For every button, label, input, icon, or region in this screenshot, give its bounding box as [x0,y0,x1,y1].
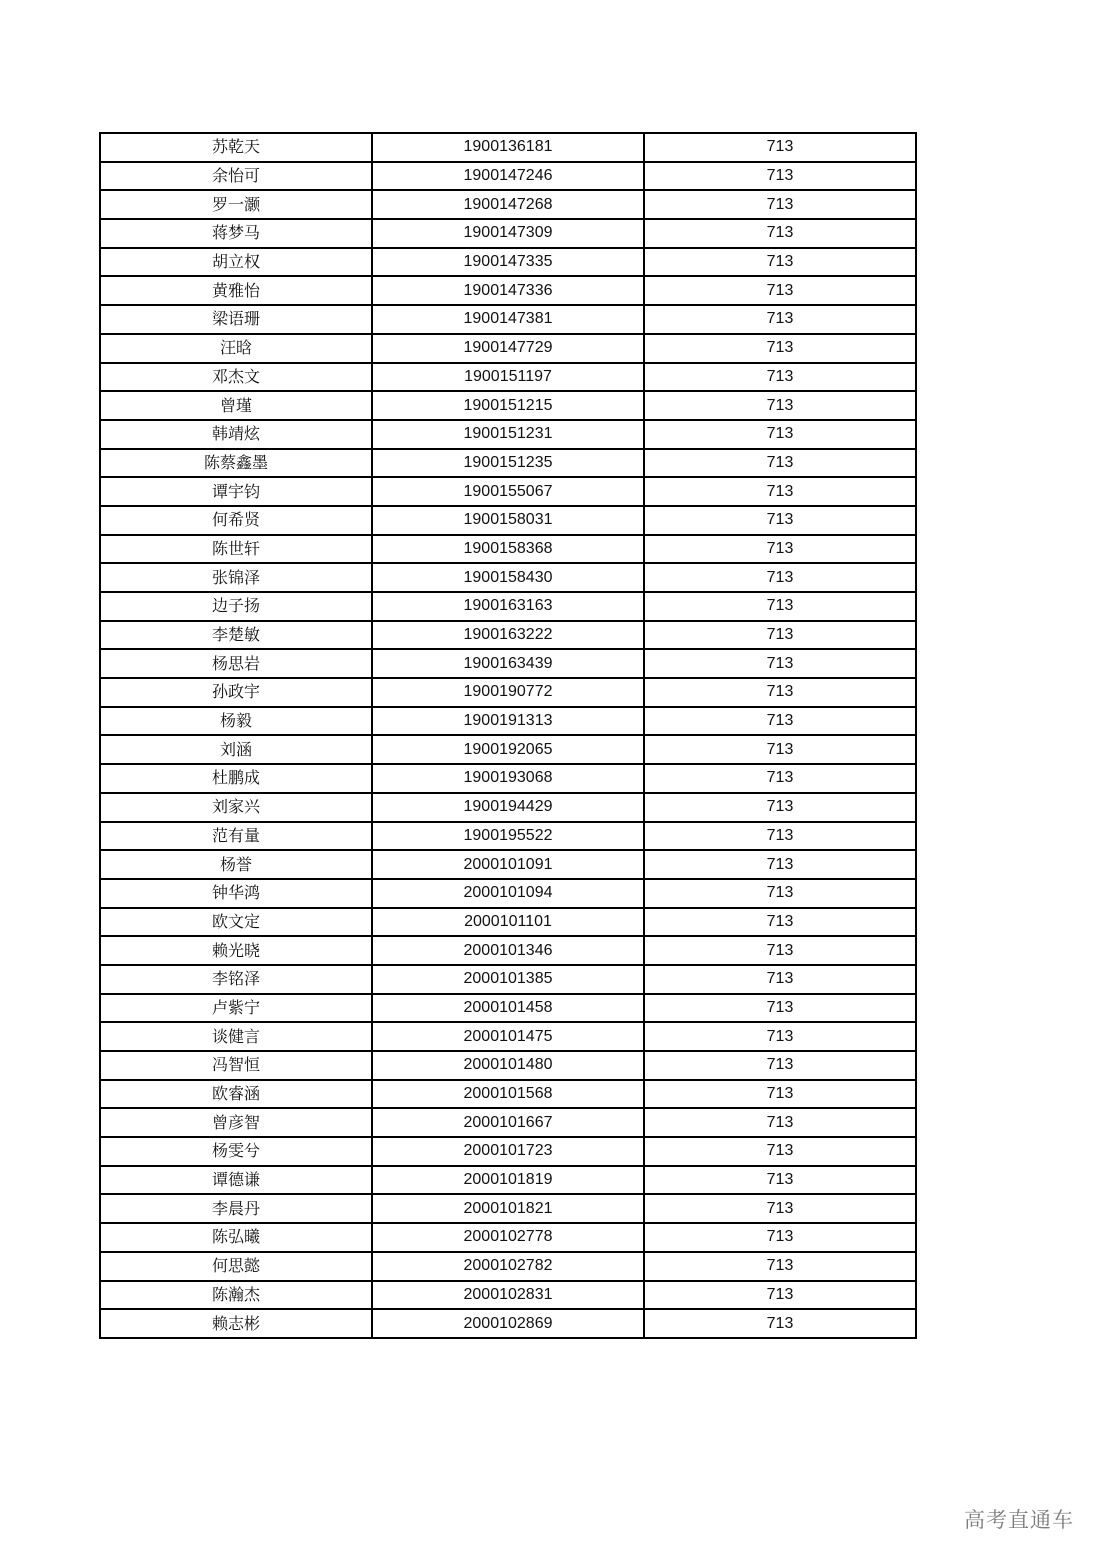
table-row [100,133,916,162]
exam-number-cell: 2000101385 [372,965,644,994]
table-row [100,1223,916,1252]
student-name-cell: 陈弘曦 [100,1223,372,1252]
student-name-cell: 梁语珊 [100,305,372,334]
score-cell: 713 [644,420,916,449]
score-cell: 713 [644,133,916,162]
student-name-cell: 何思懿 [100,1252,372,1281]
exam-number-cell: 1900193068 [372,764,644,793]
score-cell: 713 [644,305,916,334]
student-name-cell: 谭宇钧 [100,477,372,506]
exam-number-cell: 2000102831 [372,1281,644,1310]
table-row [100,994,916,1023]
score-cell: 713 [644,190,916,219]
score-cell: 713 [644,1108,916,1137]
table-row [100,850,916,879]
score-cell: 713 [644,707,916,736]
table-row [100,908,916,937]
student-name-cell: 谈健言 [100,1022,372,1051]
table-row [100,649,916,678]
student-name-cell: 张锦泽 [100,563,372,592]
student-name-cell: 杨思岩 [100,649,372,678]
exam-number-cell: 1900136181 [372,133,644,162]
student-name-cell: 陈蔡鑫墨 [100,449,372,478]
student-name-cell: 曾彦智 [100,1108,372,1137]
score-cell: 713 [644,994,916,1023]
exam-number-cell: 1900190772 [372,678,644,707]
student-name-cell: 卢紫宁 [100,994,372,1023]
exam-number-cell: 2000101667 [372,1108,644,1137]
student-name-cell: 刘家兴 [100,793,372,822]
table-row [100,879,916,908]
score-cell: 713 [644,1137,916,1166]
score-cell: 713 [644,1080,916,1109]
student-name-cell: 杨誉 [100,850,372,879]
exam-number-cell: 1900158368 [372,535,644,564]
exam-number-cell: 1900192065 [372,735,644,764]
table-row [100,1309,916,1338]
watermark-text: 高考直通车 [964,1508,1074,1532]
exam-number-cell: 2000101346 [372,936,644,965]
student-name-cell: 赖光晓 [100,936,372,965]
exam-number-cell: 2000101094 [372,879,644,908]
exam-number-cell: 2000101480 [372,1051,644,1080]
exam-number-cell: 1900147268 [372,190,644,219]
table-row [100,334,916,363]
student-name-cell: 陈世轩 [100,535,372,564]
score-cell: 713 [644,334,916,363]
exam-number-cell: 2000101475 [372,1022,644,1051]
score-cell: 713 [644,248,916,277]
score-cell: 713 [644,1022,916,1051]
exam-number-cell: 1900163163 [372,592,644,621]
exam-number-cell: 1900147335 [372,248,644,277]
exam-number-cell: 1900158031 [372,506,644,535]
table-row [100,1137,916,1166]
exam-number-cell: 1900147309 [372,219,644,248]
exam-number-cell: 1900147246 [372,162,644,191]
score-cell: 713 [644,363,916,392]
student-name-cell: 罗一灏 [100,190,372,219]
table-row [100,678,916,707]
exam-number-cell: 1900191313 [372,707,644,736]
exam-number-cell: 1900147729 [372,334,644,363]
exam-number-cell: 2000102869 [372,1309,644,1338]
table-row [100,822,916,851]
exam-number-cell: 1900194429 [372,793,644,822]
table-row [100,1281,916,1310]
student-name-cell: 汪晗 [100,334,372,363]
table-row [100,305,916,334]
exam-number-cell: 2000101101 [372,908,644,937]
table-row [100,936,916,965]
exam-number-cell: 2000102778 [372,1223,644,1252]
student-name-cell: 胡立权 [100,248,372,277]
score-cell: 713 [644,219,916,248]
student-name-cell: 余怡可 [100,162,372,191]
table-row [100,563,916,592]
exam-number-cell: 1900155067 [372,477,644,506]
score-cell: 713 [644,1166,916,1195]
score-cell: 713 [644,621,916,650]
student-name-cell: 杨雯兮 [100,1137,372,1166]
score-cell: 713 [644,850,916,879]
score-cell: 713 [644,391,916,420]
table-row [100,248,916,277]
exam-number-cell: 2000102782 [372,1252,644,1281]
score-cell: 713 [644,162,916,191]
score-cell: 713 [644,477,916,506]
table-row [100,506,916,535]
student-name-cell: 李铭泽 [100,965,372,994]
table-row [100,735,916,764]
exam-number-cell: 1900151197 [372,363,644,392]
table-row [100,391,916,420]
score-cell: 713 [644,1309,916,1338]
score-cell: 713 [644,1194,916,1223]
exam-number-cell: 1900158430 [372,563,644,592]
table-row [100,965,916,994]
score-cell: 713 [644,678,916,707]
exam-number-cell: 1900163439 [372,649,644,678]
table-row [100,477,916,506]
score-cell: 713 [644,1051,916,1080]
student-name-cell: 陈瀚杰 [100,1281,372,1310]
table-row [100,276,916,305]
table-row [100,1166,916,1195]
student-name-cell: 欧睿涵 [100,1080,372,1109]
score-cell: 713 [644,1281,916,1310]
score-cell: 713 [644,506,916,535]
score-cell: 713 [644,735,916,764]
score-cell: 713 [644,563,916,592]
table-row [100,449,916,478]
exam-number-cell: 2000101458 [372,994,644,1023]
score-cell: 713 [644,965,916,994]
score-cell: 713 [644,535,916,564]
table-row [100,1022,916,1051]
score-cell: 713 [644,276,916,305]
table-row [100,764,916,793]
student-name-cell: 苏乾天 [100,133,372,162]
table-row [100,793,916,822]
student-name-cell: 欧文定 [100,908,372,937]
exam-number-cell: 1900151231 [372,420,644,449]
table-row [100,1080,916,1109]
table-row [100,621,916,650]
student-name-cell: 黄雅怡 [100,276,372,305]
student-name-cell: 邓杰文 [100,363,372,392]
table-row [100,535,916,564]
score-cell: 713 [644,793,916,822]
score-cell: 713 [644,1252,916,1281]
student-name-cell: 范有量 [100,822,372,851]
table-body [100,133,916,1338]
score-cell: 713 [644,879,916,908]
exam-number-cell: 2000101723 [372,1137,644,1166]
table-row [100,219,916,248]
exam-number-cell: 2000101819 [372,1166,644,1195]
exam-number-cell: 2000101091 [372,850,644,879]
score-cell: 713 [644,908,916,937]
score-cell: 713 [644,822,916,851]
table-row [100,1051,916,1080]
table-row [100,420,916,449]
table-row [100,1194,916,1223]
table-row [100,592,916,621]
exam-number-cell: 1900151235 [372,449,644,478]
exam-number-cell: 1900195522 [372,822,644,851]
exam-number-cell: 1900147381 [372,305,644,334]
exam-number-cell: 1900163222 [372,621,644,650]
student-name-cell: 何希贤 [100,506,372,535]
table-row [100,162,916,191]
student-name-cell: 李楚敏 [100,621,372,650]
exam-number-cell: 1900151215 [372,391,644,420]
exam-number-cell: 2000101821 [372,1194,644,1223]
student-name-cell: 冯智恒 [100,1051,372,1080]
student-name-cell: 曾瑾 [100,391,372,420]
score-cell: 713 [644,449,916,478]
student-name-cell: 边子扬 [100,592,372,621]
table-row [100,363,916,392]
student-name-cell: 钟华鸿 [100,879,372,908]
table-row [100,707,916,736]
score-cell: 713 [644,592,916,621]
score-table [99,132,917,1339]
table-row [100,1108,916,1137]
student-name-cell: 杜鹏成 [100,764,372,793]
score-cell: 713 [644,1223,916,1252]
student-name-cell: 赖志彬 [100,1309,372,1338]
student-name-cell: 孙政宇 [100,678,372,707]
student-name-cell: 刘涵 [100,735,372,764]
exam-number-cell: 2000101568 [372,1080,644,1109]
score-cell: 713 [644,649,916,678]
student-name-cell: 谭德谦 [100,1166,372,1195]
student-name-cell: 杨毅 [100,707,372,736]
exam-number-cell: 1900147336 [372,276,644,305]
student-name-cell: 李晨丹 [100,1194,372,1223]
student-name-cell: 韩靖炫 [100,420,372,449]
score-cell: 713 [644,936,916,965]
table-row [100,1252,916,1281]
student-name-cell: 蒋梦马 [100,219,372,248]
score-cell: 713 [644,764,916,793]
table-row [100,190,916,219]
